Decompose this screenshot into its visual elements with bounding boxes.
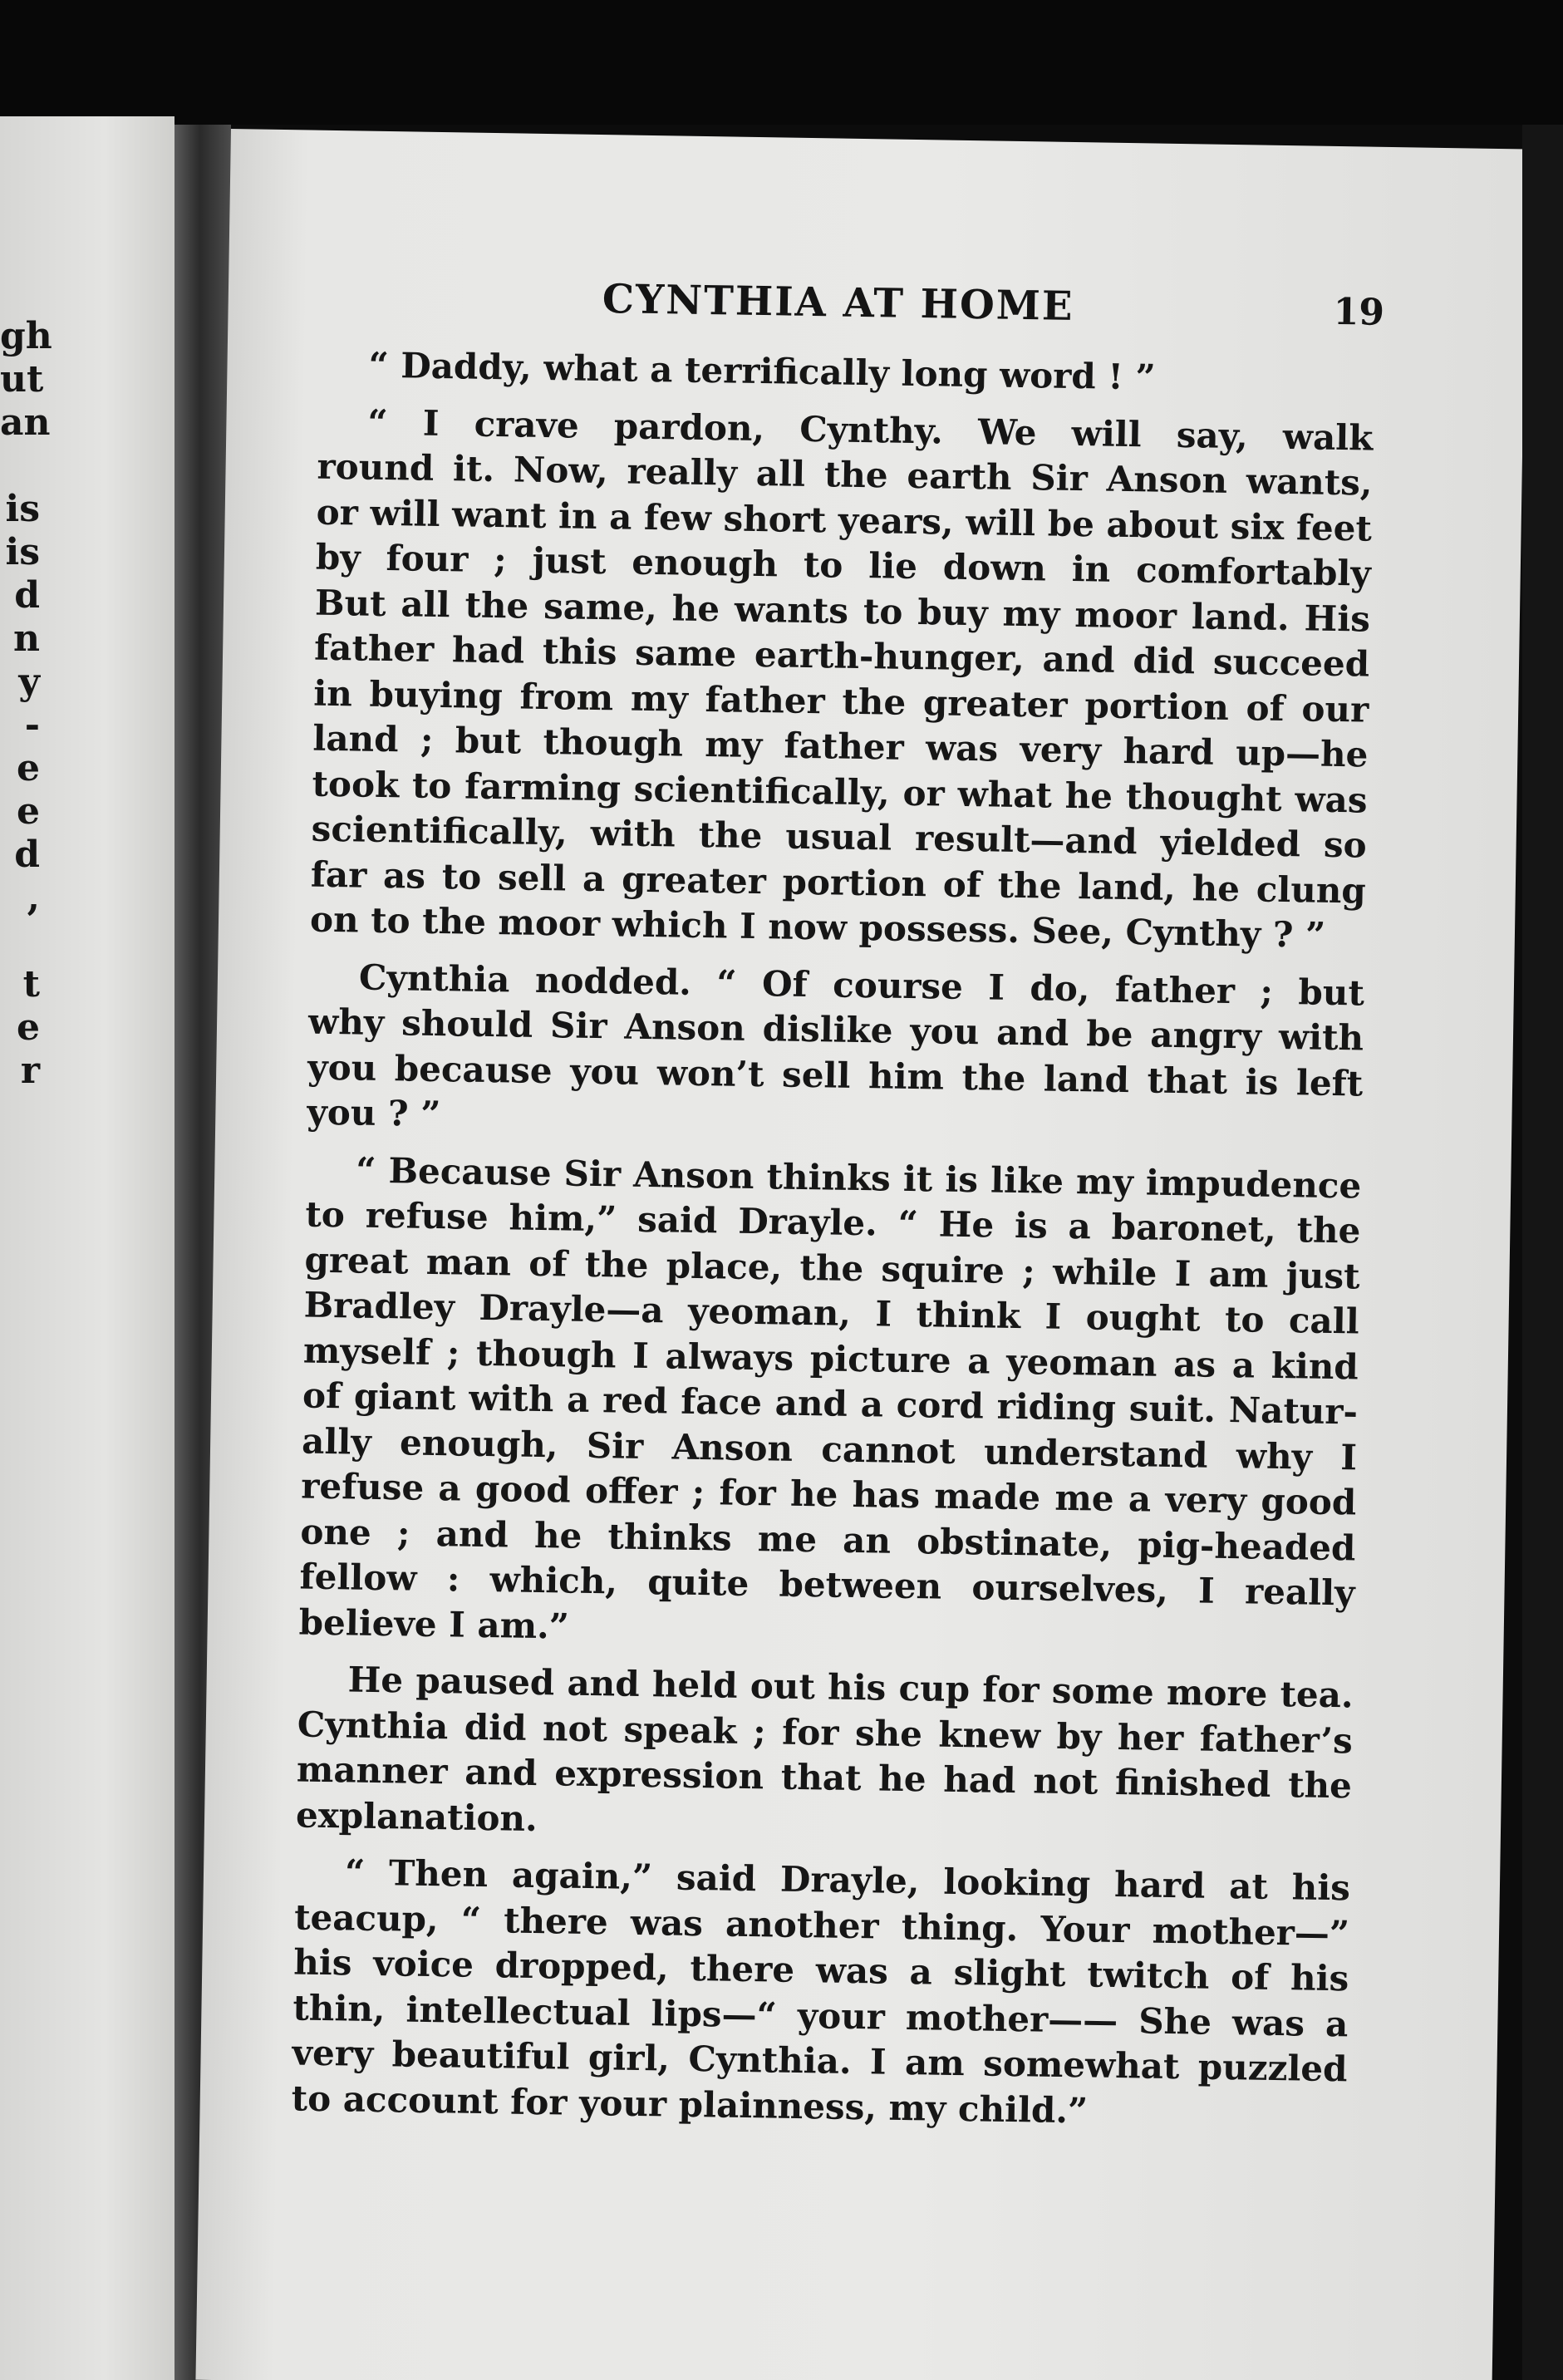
text-line: He paused and held out his cup for some more tea. (347, 1659, 1354, 1716)
scan-right-margin (1522, 125, 1563, 2380)
text-line: on to the moor which I now possess. See, Cynthy ? ” (309, 898, 1326, 956)
facing-page-fragment: y (18, 661, 40, 703)
paragraph (310, 399, 1374, 959)
text-line: you because you won’t sell him the land that is left (307, 1046, 1364, 1104)
text-line: believe I am.” (298, 1601, 570, 1647)
text-line: teacup, “ there was another thing. Your mother—” (293, 1896, 1350, 1954)
text-line: scientifically, with the usual result—and yielded so (311, 808, 1368, 866)
text-line: very beautiful girl, Cynthia. I am somewhat puzzled (292, 2032, 1348, 2090)
facing-page-fragment: e (17, 1006, 40, 1049)
text-line: manner and expression that he had not finished the (296, 1748, 1353, 1807)
text-line: myself ; though I always picture a yeoman as a kind (302, 1330, 1359, 1387)
page-number: 19 (1333, 290, 1385, 334)
running-head: CYNTHIA AT HOME (602, 276, 1074, 330)
facing-page-fragment: e (17, 747, 40, 789)
text-line: father had this same earth-hunger, and did succeed (313, 627, 1370, 685)
book-page (195, 129, 1526, 2380)
text-line: thin, intellectual lips—“ your mother—— She was a (292, 1986, 1349, 2044)
text-line: Cynthia nodded. “ Of course I do, father ; but (358, 956, 1365, 1014)
facing-page-fragment: ut (0, 358, 44, 401)
text-line: his voice dropped, there was a slight twitch of his (292, 1941, 1349, 1999)
facing-page-fragment: - (24, 704, 40, 746)
text-line: “ Then again,” said Drayle, looking hard at his (344, 1851, 1351, 1909)
facing-page-fragment: n (13, 617, 40, 660)
text-line: one ; and he thinks me an obstinate, pig-headed (300, 1511, 1356, 1568)
facing-page-edge (0, 116, 174, 2380)
facing-page-fragment: d (14, 833, 40, 876)
facing-page-fragment: d (14, 574, 40, 617)
text-line: great man of the place, the squire ; while I am just (304, 1239, 1360, 1297)
scan-top-margin (0, 0, 1563, 125)
text-line: far as to sell a greater portion of the land, he clung (310, 853, 1367, 912)
text-line: “ Because Sir Anson thinks it is like my impudence (355, 1149, 1362, 1207)
text-line: ally enough, Sir Anson cannot understand why I (301, 1420, 1358, 1478)
text-line: Bradley Drayle—a yeoman, I think I ought to call (303, 1284, 1360, 1342)
text-line: refuse a good offer ; for he has made me a very good (300, 1465, 1357, 1523)
text-line: “ Daddy, what a terrifically long word ! ” (368, 344, 1156, 398)
text-line: But all the same, he wants to buy my moor land. His (314, 582, 1371, 640)
text-line: land ; but though my father was very hard up—he (312, 717, 1369, 775)
facing-page-fragment: r (20, 1050, 40, 1092)
text-line: “ I crave pardon, Cynthy. We will say, walk (367, 401, 1374, 459)
text-line: Cynthia did not speak ; for she knew by her father’s (297, 1703, 1354, 1761)
facing-page-fragment: is (5, 488, 40, 530)
facing-page-fragment: e (17, 790, 40, 833)
text-line: to account for your plainness, my child.” (291, 2077, 1089, 2131)
text-line: took to farming scientifically, or what he thought was (312, 763, 1368, 821)
paragraph (298, 1147, 1361, 1661)
facing-page-fragment: an (0, 401, 51, 444)
text-line: or will want in a few short years, will be about six feet (316, 491, 1373, 549)
facing-page-fragment: gh (0, 315, 52, 357)
text-line: round it. Now, really all the earth Sir Anson wants, (317, 445, 1373, 504)
facing-page-fragment: , (27, 877, 40, 919)
text-line: in buying from my father the greater portion of our (312, 672, 1369, 730)
facing-page-fragment: t (22, 963, 40, 1006)
body-text (291, 342, 1374, 2150)
text-line: to refuse him,” said Drayle. “ He is a baronet, the (305, 1193, 1361, 1251)
text-line: by four ; just enough to lie down in comfortably (315, 536, 1372, 594)
text-line: of giant with a red face and a cord riding suit. Natur- (302, 1374, 1359, 1433)
paragraph (307, 954, 1364, 1152)
paragraph (291, 1849, 1350, 2137)
facing-page-fragment: is (5, 531, 40, 573)
text-line: fellow : which, quite between ourselves, I really (299, 1556, 1355, 1614)
paragraph (296, 1657, 1354, 1855)
text-line: why should Sir Anson dislike you and be angry with (307, 1001, 1364, 1059)
text-line: explanation. (295, 1793, 538, 1839)
text-line: you ? ” (307, 1091, 441, 1135)
